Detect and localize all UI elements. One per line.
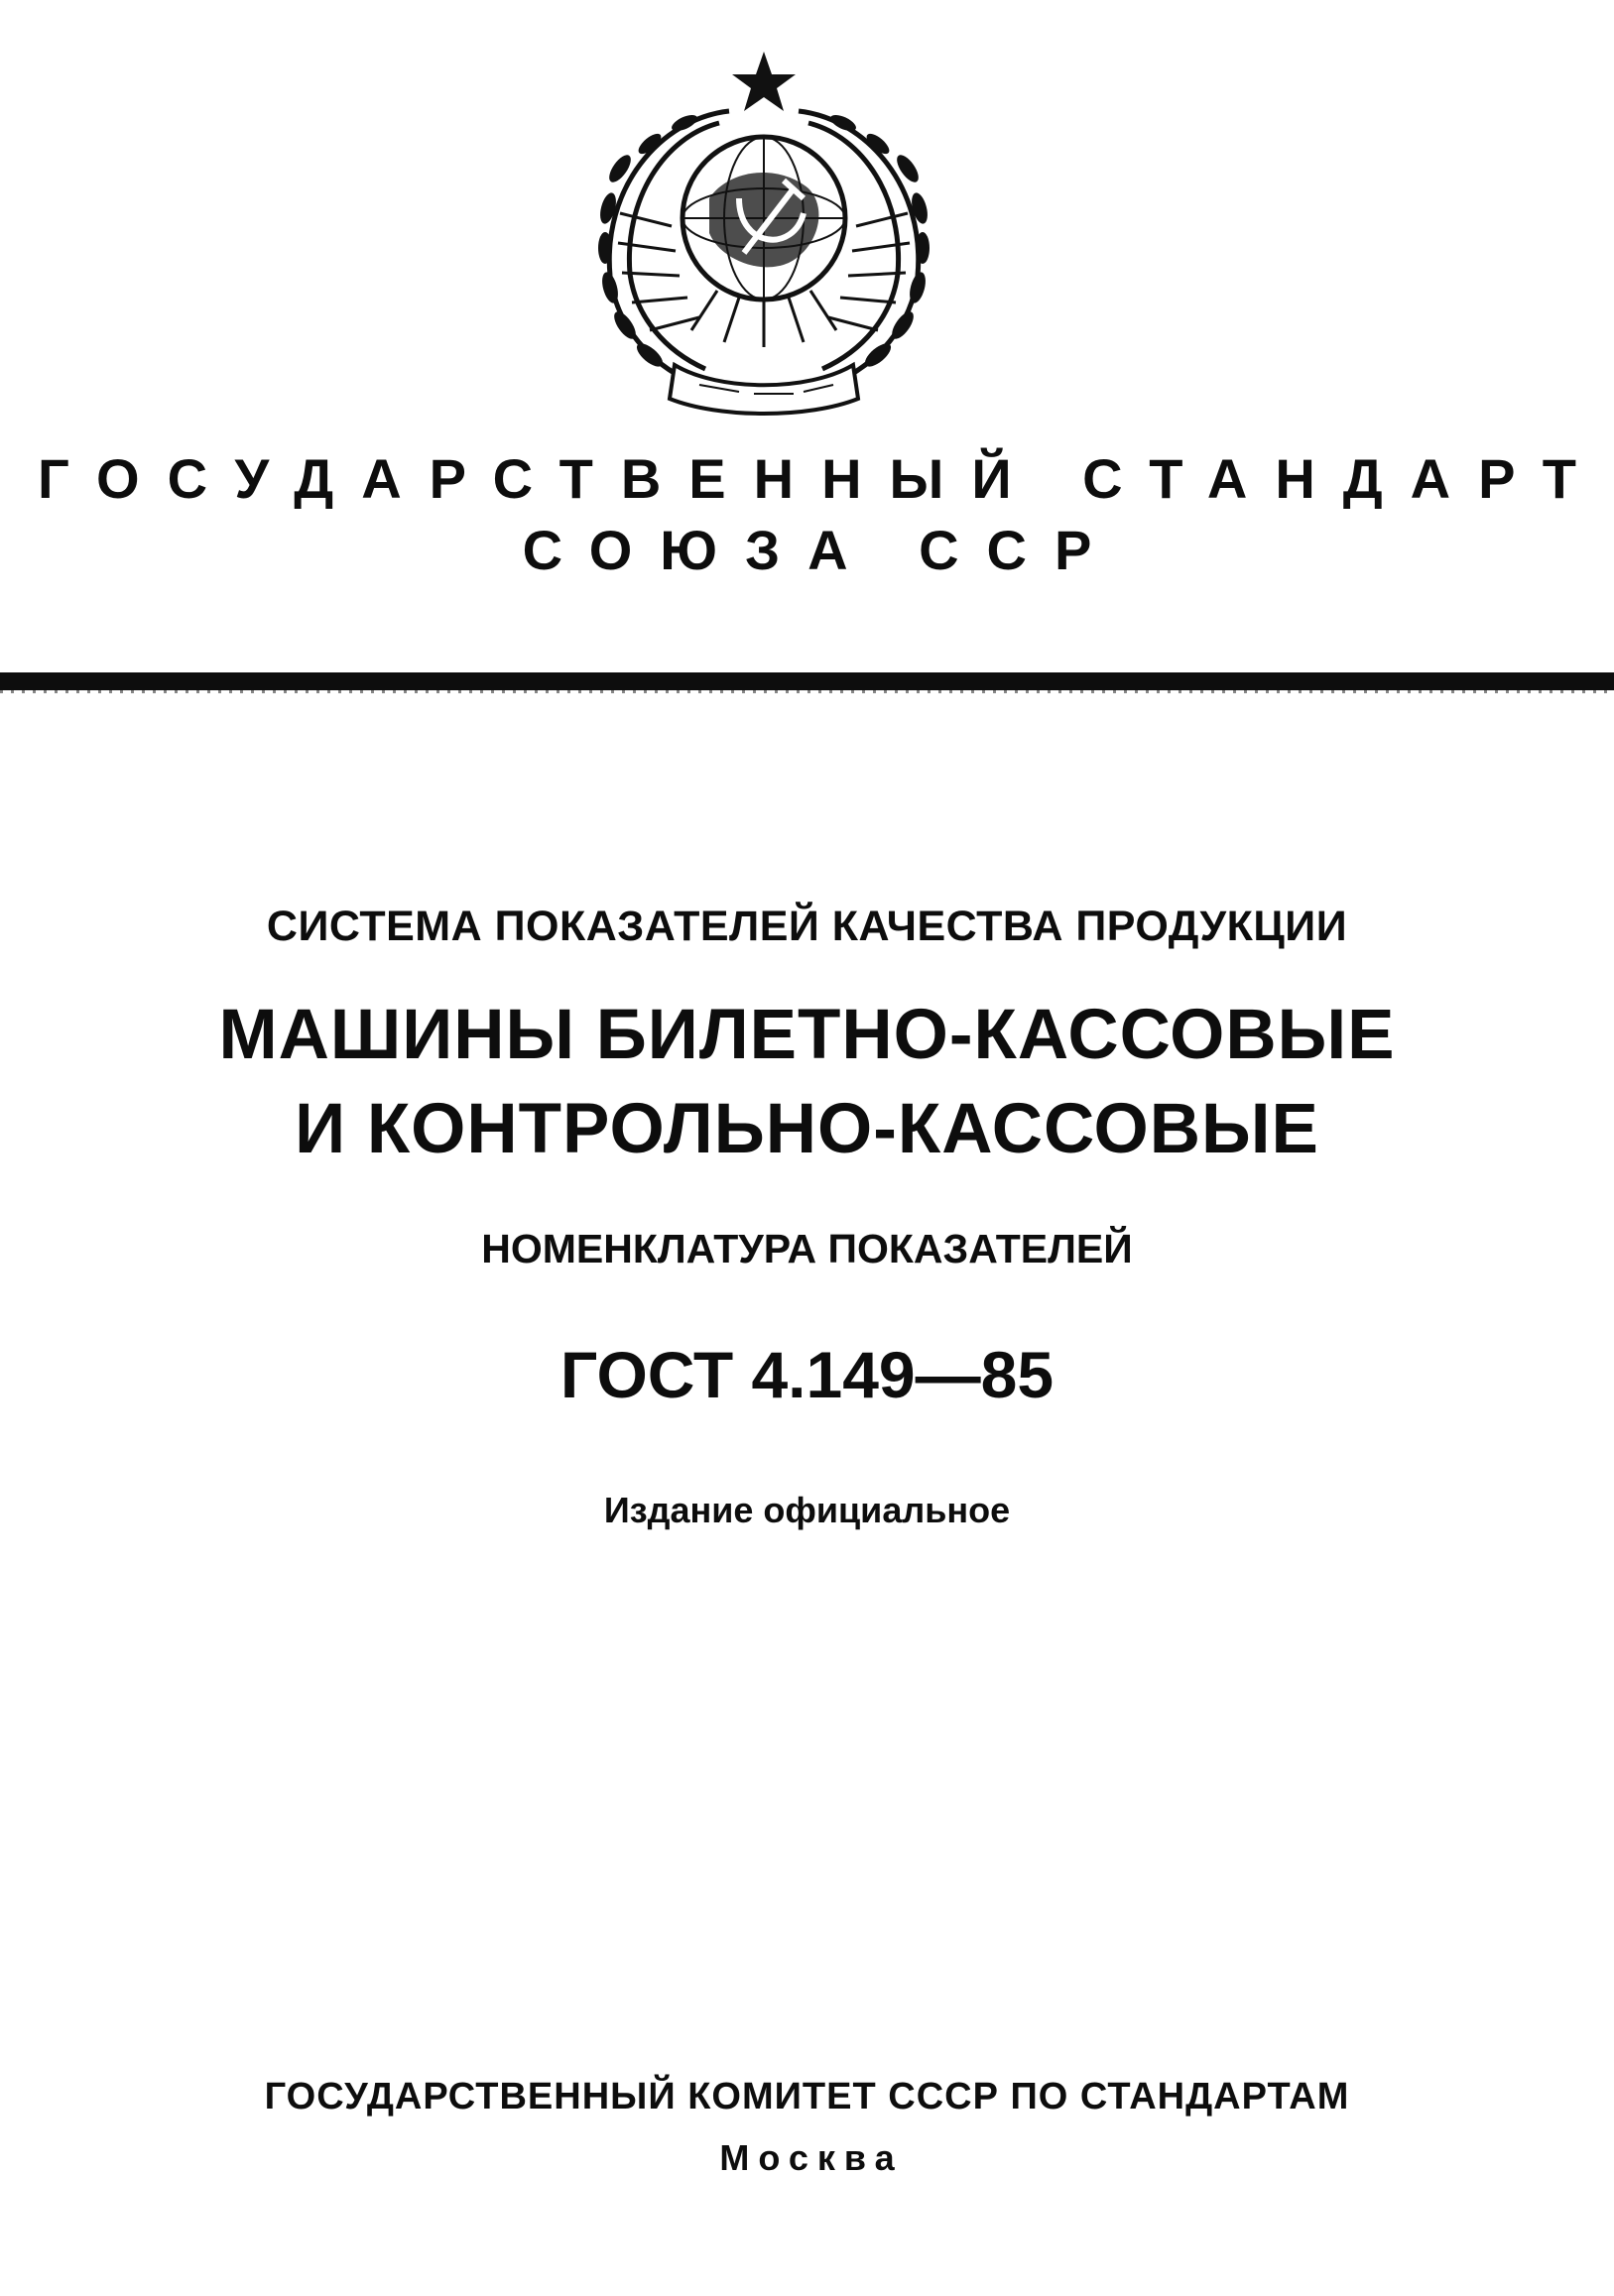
horizontal-rule-texture (0, 690, 1614, 693)
publication-city: Москва (719, 2137, 904, 2178)
series-title: СИСТЕМА ПОКАЗАТЕЛЕЙ КАЧЕСТВА ПРОДУКЦИИ (266, 903, 1348, 950)
publisher: ГОСУДАРСТВЕННЫЙ КОМИТЕТ СССР ПО СТАНДАРТАМ (264, 2076, 1350, 2117)
document-title-line-1: МАШИНЫ БИЛЕТНО-КАССОВЫЕ (218, 996, 1396, 1074)
horizontal-rule (0, 672, 1614, 690)
document-title-line-2: И КОНТРОЛЬНО-КАССОВЫЕ (295, 1090, 1319, 1168)
ussr-coat-of-arms-icon (580, 50, 947, 419)
edition-note: Издание официальное (603, 1490, 1011, 1530)
document-subtitle: НОМЕНКЛАТУРА ПОКАЗАТЕЛЕЙ (481, 1226, 1133, 1271)
standard-title-line-1: ГОСУДАРСТВЕННЫЙ СТАНДАРТ (38, 447, 1604, 510)
standard-title-line-2: СОЮЗА ССР (522, 519, 1120, 581)
gost-designation: ГОСТ 4.149—85 (559, 1338, 1055, 1411)
